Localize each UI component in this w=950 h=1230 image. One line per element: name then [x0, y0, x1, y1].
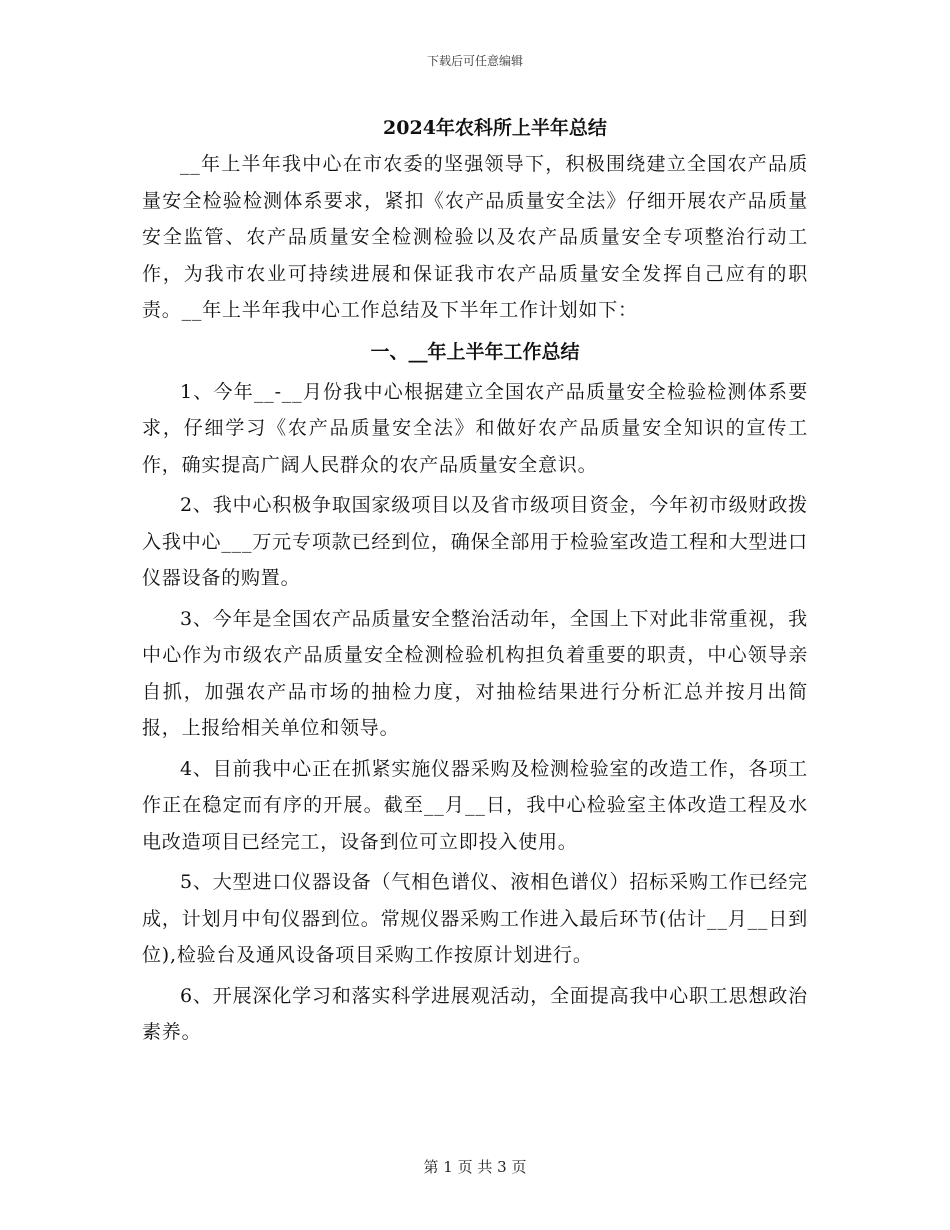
section-heading-1: 一、__年上半年工作总结 [370, 340, 580, 363]
list-item-5: 5、大型进口仪器设备（气相色谱仪、液相色谱仪）招标采购工作已经完成，计划月中旬仪器到位。常规仪器采购工作进入最后环节(估计__月__日到位),检验台及通风设备项目采购工作按原计划进行。 [142, 871, 808, 966]
page-header-note: 下载后可任意编辑 [426, 54, 523, 68]
list-item-4: 4、目前我中心正在抓紧实施仪器采购及检测检验室的改造工作，各项工作正在稳定而有序的开展。截至__月__日，我中心检验室主体改造工程及水电改造项目已经完工，设备到位可立即投入使用。 [142, 757, 808, 853]
list-item-3: 3、今年是全国农产品质量安全整治活动年，全国上下对此非常重视，我中心作为市级农产品质量安全检测检验机构担负着重要的职责，中心领导亲自抓，加强农产品市场的抽检力度，对抽检结果进行分析汇总并按月出简报，上报给相关单位和领导。 [142, 607, 808, 739]
page-number: 第 1 页 共 3 页 [423, 1158, 527, 1176]
list-item-1: 1、今年__-__月份我中心根据建立全国农产品质量安全检验检测体系要求，仔细学习《农产品质量安全法》和做好农产品质量安全知识的宣传工作，确实提高广阔人民群众的农产品质量安全意识。 [142, 380, 808, 476]
intro-paragraph: __年上半年我中心在市农委的坚强领导下，积极围绕建立全国农产品质量安全检验检测体系要求，紧扣《农产品质量安全法》仔细开展农产品质量安全监管、农产品质量安全检测检验以及农产品质量安全专项整治行动工作，为我市农业可持续进展和保证我市农产品质量安全发挥自己应有的职责。__年上半年我中心工作总结及下半年工作计划如下： [142, 153, 808, 321]
document-title: 2024年农科所上半年总结 [383, 117, 607, 139]
list-item-6: 6、开展深化学习和落实科学进展观活动，全面提高我中心职工思想政治素养。 [142, 984, 808, 1043]
document-body [142, 110, 808, 1055]
list-item-2: 2、我中心积极争取国家级项目以及省市级项目资金，今年初市级财政拨入我中心___万元专项款已经到位，确保全部用于检验室改造工程和大型进口仪器设备的购置。 [142, 494, 808, 589]
